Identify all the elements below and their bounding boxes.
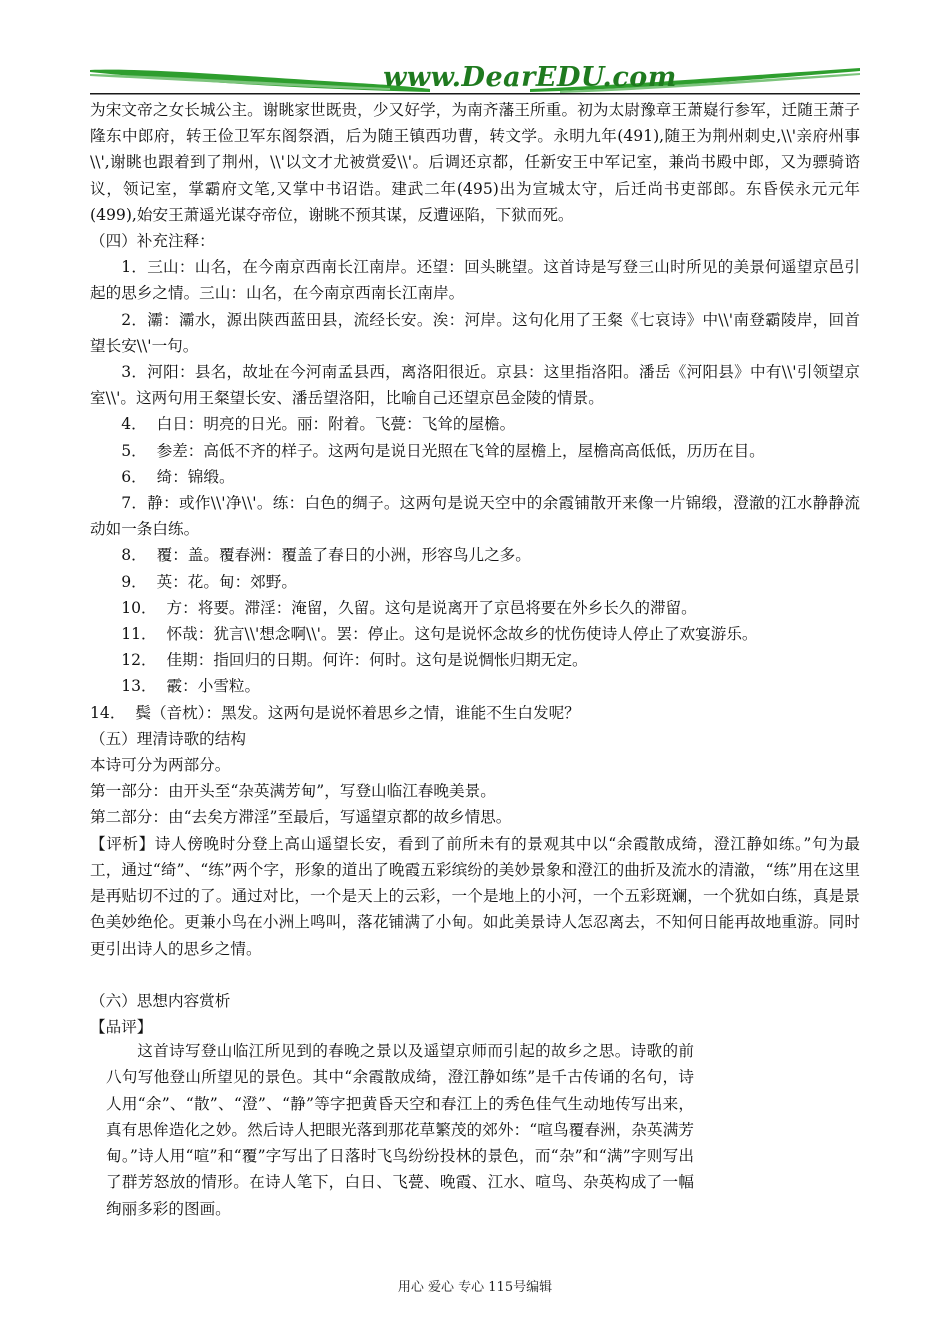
note-item: 2．灞：灞水，源出陕西蓝田县，流经长安。涘：河岸。这句化用了王粲《七哀诗》中\\'南登霸陵岸，回首望长安\\'一句。 <box>90 310 860 355</box>
section-heading-appreciation: （六）思想内容赏析 <box>90 991 231 1010</box>
commentary-block <box>106 1038 694 1222</box>
note-item: 6． 绮：锦缎。 <box>121 467 235 486</box>
note-item-14: 14． 鬓（音枕）：黑发。这两句是说怀着思乡之情，谁能不生白发呢？ <box>90 703 580 722</box>
note-item: 3．河阳：县名，故址在今河南孟县西，离洛阳很近。京县：这里指洛阳。潘岳《河阳县》中有\\'引领望京室\\'。这两句用王粲望长安、潘岳望洛阳，比喻自己还望京邑金陵的情景。 <box>90 363 860 408</box>
commentary-paragraph: 这首诗写登山临江所见到的春晚之景以及遥望京师而引起的故乡之思。诗歌的前八句写他登山所望见的景色。其中“余霞散成绮，澄江静如练”是千古传诵的名句，诗人用“余”、“散”、“澄”、“静”等字把黄昏天空和春江上的秀色佳气生动地传写出来，真有思侔造化之妙。然后诗人把眼光落到那花草繁茂的郊外：“喧鸟覆春洲，杂英满芳甸。”诗人用“喧”和“覆”字写出了日落时飞鸟纷纷投林的景色，而“杂”和“满”字则写出了群芳怒放的情形。在诗人笔下，白日、飞甍、晚霞、江水、喧鸟、杂英构成了一幅绚丽多彩的图画。 <box>106 1042 694 1218</box>
analysis-paragraph <box>90 831 860 962</box>
note-item: 13． 霰：小雪粒。 <box>121 677 261 696</box>
note-item: 5． 参差：高低不齐的样子。这两句是说日光照在飞耸的屋檐上，屋檐高高低低，历历在目。 <box>121 441 765 460</box>
analysis-text: 诗人傍晚时分登上高山遥望长安，看到了前所未有的景观其中以“余霞散成绮，澄江静如练。”句为最工，通过“绮”、“练”两个字，形象的道出了晚霞五彩缤纷的美妙景象和澄江的曲折及流水的清澈，“练”用在这里是再贴切不过的了。通过对比，一个是天上的云彩，一个是地上的小河，一个五彩斑斓，一个犹如白练，真是景色美妙绝伦。更兼小鸟在小洲上鸣叫，落花铺满了小甸。如此美景诗人怎忍离去，不知何日能再故地重游。同时更引出诗人的思乡之情。 <box>90 834 860 958</box>
structure-part-1: 第一部分：由开头至“杂英满芳甸”，写登山临江春晚美景。 <box>90 782 496 801</box>
site-header <box>90 56 860 96</box>
biography-paragraph: 为宋文帝之女长城公主。谢眺家世既贵，少又好学，为南齐藩王所重。初为太尉豫章王萧嶷行参军，迁随王萧子隆东中郎府，转王俭卫军东阁祭酒，后为随王镇西功曹，转文学。永明九年(491),随王为荆州刺史,\\'亲府州事\\',谢眺也跟着到了荆州，\\'以文才尤被赏爱\\'。后调还京都，任新安王中军记室，兼尚书殿中郎，又为骠骑谘议，领记室，掌霸府文笔,又掌中书诏诰。建武二年(495)出为宣城太守，后迁尚书吏部郎。东昏侯永元元年(499),始安王萧遥光谋夺帝位，谢眺不预其谋，反遭诬陷，下狱而死。 <box>90 101 860 224</box>
note-item: 11． 怀哉：犹言\\'想念啊\\'。罢：停止。这句是说怀念故乡的忧伤使诗人停止了欢宴游乐。 <box>121 625 758 644</box>
note-item: 10． 方：将要。滞淫：淹留，久留。这句是说离开了京邑将要在外乡长久的滞留。 <box>121 598 697 617</box>
analysis-label: 【评析】 <box>90 834 155 853</box>
note-item: 12． 佳期：指回归的日期。何许：何时。这句是说惆怅归期无定。 <box>121 651 588 670</box>
note-item: 4． 白日：明亮的日光。丽：附着。飞甍：飞耸的屋檐。 <box>121 415 516 434</box>
section-heading-supplementary-notes: （四）补充注释： <box>90 232 215 251</box>
site-logo-text: www.DearEDU.com <box>383 62 677 93</box>
structure-intro: 本诗可分为两部分。 <box>90 756 231 775</box>
note-item: 9． 英：花。甸：郊野。 <box>121 572 297 591</box>
note-item: 8． 覆：盖。覆春洲：覆盖了春日的小洲，形容鸟儿之多。 <box>121 546 531 565</box>
structure-part-2: 第二部分：由“去矣方滞淫”至最后，写遥望京都的故乡情思。 <box>90 808 512 827</box>
note-item: 7．静：或作\\'净\\'。练：白色的绸子。这两句是说天空中的余霞铺散开来像一片锦缎，澄澈的江水静静流动如一条白练。 <box>90 494 860 539</box>
note-item: 1．三山：山名，在今南京西南长江南岸。还望：回头眺望。这首诗是写登三山时所见的美景何遥望京邑引起的思乡之情。三山：山名，在今南京西南长江南岸。 <box>90 258 860 303</box>
page-footer: 用心 爱心 专心 115号编辑 <box>397 1280 553 1295</box>
document-body <box>90 97 860 1040</box>
commentary-label: 【品评】 <box>90 1017 153 1036</box>
section-heading-structure: （五）理清诗歌的结构 <box>90 729 246 748</box>
